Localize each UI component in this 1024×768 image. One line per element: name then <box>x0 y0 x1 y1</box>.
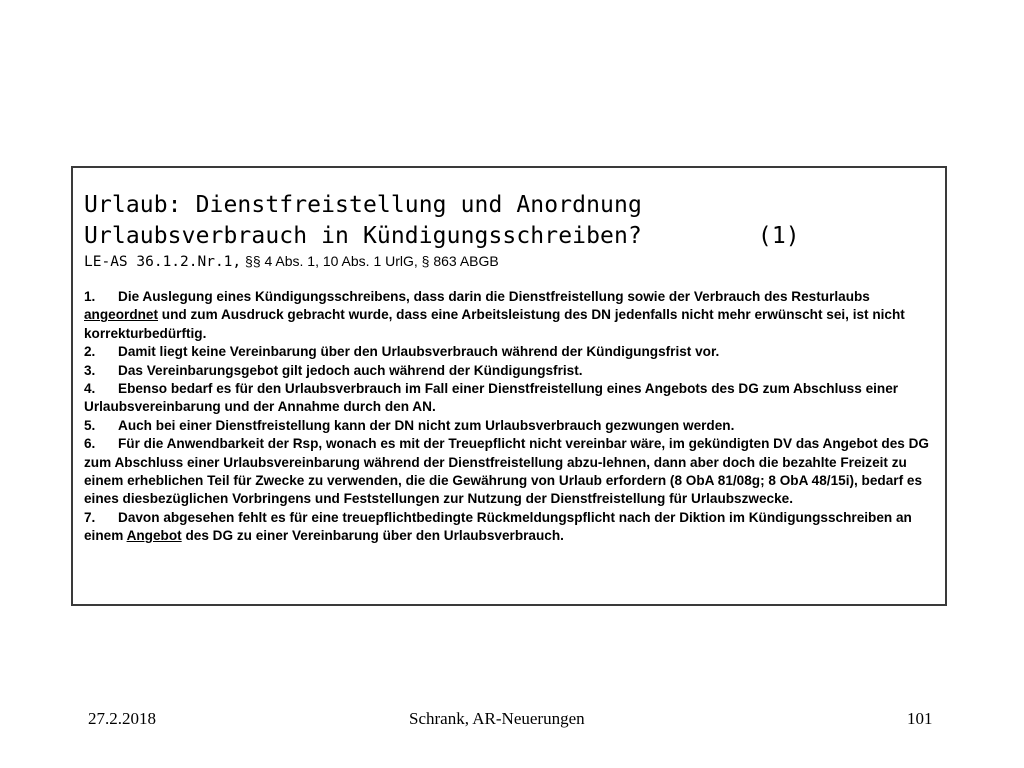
holding-item-4 <box>84 380 935 417</box>
item-text: Das Vereinbarungsgebot gilt jedoch auch während der Kündigungsfrist. <box>118 362 583 378</box>
footer-page-number: 101 <box>907 709 933 728</box>
item-text: Die Auslegung eines Kündigungsschreibens, dass darin die Dienstfreistellung sowie der Verbrauch des Resturlaubs <box>118 289 870 304</box>
item-number: 2. <box>84 344 96 360</box>
holding-item-1 <box>84 288 935 343</box>
item-number: 3. <box>84 362 96 378</box>
item-number: 1. <box>84 289 96 304</box>
holding-item-5 <box>84 417 935 435</box>
title-part-number: (1) <box>757 223 800 249</box>
title-line-1: Urlaub: Dienstfreistellung und Anordnung <box>84 192 642 218</box>
holding-item-6 <box>84 435 935 509</box>
reference-law: §§ 4 Abs. 1, 10 Abs. 1 UrlG, § 863 ABGB <box>245 253 499 269</box>
item-number: 7. <box>84 509 96 525</box>
holding-list <box>84 288 935 546</box>
title-line-2-row <box>84 221 935 252</box>
holding-item-2 <box>84 343 935 361</box>
holding-item-7 <box>84 509 935 546</box>
item-text: Damit liegt keine Vereinbarung über den Urlaubsverbrauch während der Kündigungsfrist vor. <box>118 344 720 360</box>
item-text: Auch bei einer Dienstfreistellung kann der DN nicht zum Urlaubsverbrauch gezwungen werden. <box>118 417 735 433</box>
item-number: 6. <box>84 436 96 452</box>
holding-item-3 <box>84 362 935 380</box>
item-number: 5. <box>84 417 96 433</box>
item-text: Davon abgesehen fehlt es für eine treuepflichtbedingte Rückmeldungspflicht nach der Diktion im Kündigungsschreiben an einem <box>84 509 912 544</box>
item-text: Ebenso bedarf es für den Urlaubsverbrauch im Fall einer Dienstfreistellung eines Angebots des DG zum Abschluss einer Urlaubsvereinbarung und der Annahme durch den AN. <box>84 381 899 415</box>
item-number: 4. <box>84 381 96 397</box>
item-text-end: und zum Ausdruck gebracht wurde, dass eine Arbeitsleistung des DN jedenfalls nicht mehr erwünscht sei, ist nicht korrekturbedürftig. <box>84 307 905 341</box>
title-line-2: Urlaubsverbrauch in Kündigungsschreiben? <box>84 223 642 249</box>
item-text: Für die Anwendbarkeit der Rsp, wonach es mit der Treuepflicht nicht vereinbar wäre, im gekündigten DV das Angebot des DG zum Abschluss einer Urlaubsvereinbarung während der Dienstfreistellung abzu-lehnen, dann aber doch die bezahlte Freizeit zu einem erheblichen Teil für Zwecke zu verwenden, die die Gewährung von Urlaub erfordern (8 ObA 81/08g; 8 ObA 48/15i), bedarf es eines diesbezüglichen Vorbringens und Feststellungen zur Nutzung der Dienstfreistellung für Urlaubszwecke. <box>84 436 929 507</box>
footer-date: 27.2.2018 <box>88 709 156 728</box>
slide-title <box>84 190 935 252</box>
legal-reference <box>84 253 935 271</box>
item-underlined-text: angeordnet <box>84 307 159 323</box>
item-underlined-text: Angebot <box>126 528 182 544</box>
reference-code: LE-AS 36.1.2.Nr.1, <box>84 254 242 270</box>
footer-author: Schrank, AR-Neuerungen <box>409 709 585 728</box>
content-box <box>71 166 947 606</box>
item-text-end: des DG zu einer Vereinbarung über den Urlaubsverbrauch. <box>181 528 564 544</box>
